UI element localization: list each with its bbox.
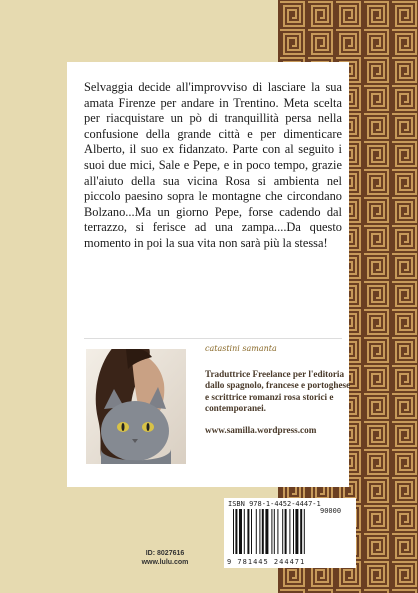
barcode-bar [271,509,272,554]
barcode-bar [244,509,245,554]
barcode-bar [274,509,275,554]
isbn-text: ISBN 978-1-4452-4447-1 [228,500,321,508]
barcode-bar [300,509,302,554]
barcode-bar [295,509,298,554]
barcode-bar [239,509,242,554]
barcode-bar [259,509,260,554]
author-bio: Traduttrice Freelance per l'editoria dallo spagnolo, francese e portoghese e scrittrice romanzi rosa storici e contemporanei. [205,369,351,413]
barcode-bars [233,509,351,557]
book-blurb: Selvaggia decide all'improvviso di lasciare la sua amata Firenze per andare in Trentino. Meta scelta per riacquistare un pò di tranquillità persa nella confusione della grande città e per dimenticare Alberto, il suo ex fidanzato. Parte con al seguito i suoi due mici, Sale e Pepe, e in poco tempo, grazie all'aiuto della sua vicina Rosa si ambienta nel piccolo paesino sopra le montagne che circondano Bolzano...Ma un giorno Pepe, forse cadendo dal terrazzo, si ferisce ad una zampa....Da questo momento in poi la sua vita non sarà più la stessa! [84,80,342,250]
barcode-bar [251,509,252,554]
barcode-bar [256,509,257,554]
author-photo [86,349,186,464]
barcode-bar [247,509,249,554]
barcode-bar [265,509,268,554]
author-website: www.samilla.wordpress.com [205,425,317,435]
barcode-bar [289,509,290,554]
barcode-bar [277,509,278,554]
barcode-bar [262,509,264,554]
publisher-site: www.lulu.com [141,559,189,566]
divider [84,338,342,339]
barcode-bar [233,509,234,554]
ean-number: 9 781445 244471 [227,558,306,566]
barcode-bar [285,509,287,554]
barcode-bar [282,509,283,554]
author-name: catastini samanta [205,344,277,353]
price-code: 90000 [320,507,342,515]
barcode-bar [293,509,294,554]
barcode-bar [304,509,305,554]
publisher-id: ID: 8027616 [145,550,185,557]
barcode-bar [235,509,237,554]
